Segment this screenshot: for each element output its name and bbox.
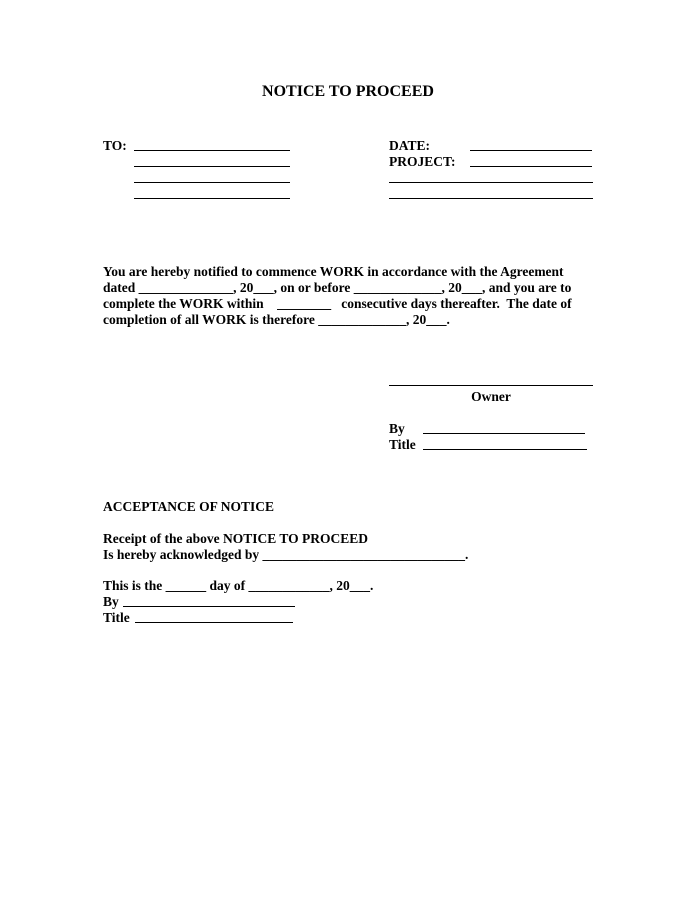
owner-title-line[interactable] — [423, 449, 587, 450]
acceptance-by-label: By — [103, 594, 119, 609]
acceptance-heading: ACCEPTANCE OF NOTICE — [103, 499, 275, 514]
acceptance-day-line: This is the ______ day of ____________, 20___. — [103, 578, 374, 593]
acceptance-receipt-line: Receipt of the above NOTICE TO PROCEED — [103, 531, 369, 546]
acceptance-title-line[interactable] — [135, 622, 293, 623]
project-line[interactable] — [470, 166, 592, 167]
project-label: PROJECT: — [389, 154, 456, 169]
to-line-4[interactable] — [134, 198, 290, 199]
project-line-3[interactable] — [389, 198, 593, 199]
to-line-3[interactable] — [134, 182, 290, 183]
acceptance-title-label: Title — [103, 610, 130, 625]
to-line-2[interactable] — [134, 166, 290, 167]
document-title: NOTICE TO PROCEED — [262, 83, 434, 100]
date-line[interactable] — [470, 150, 592, 151]
owner-label: Owner — [471, 389, 511, 404]
acceptance-by-line[interactable] — [123, 606, 295, 607]
owner-by-line[interactable] — [423, 433, 585, 434]
paragraph-line-4: completion of all WORK is therefore _____________, 20___. — [103, 312, 450, 327]
project-line-2[interactable] — [389, 182, 593, 183]
paragraph-line-2: dated ______________, 20___, on or before _____________, 20___, and you are to — [103, 280, 572, 295]
owner-by-label: By — [389, 421, 405, 436]
owner-signature-line[interactable] — [389, 385, 593, 386]
to-label: TO: — [103, 138, 127, 153]
date-label: DATE: — [389, 138, 431, 153]
paragraph-line-3: complete the WORK within ________ consecutive days thereafter. The date of — [103, 296, 572, 311]
acceptance-acknowledged-line: Is hereby acknowledged by ______________________________. — [103, 547, 469, 562]
paragraph-line-1: You are hereby notified to commence WORK in accordance with the Agreement — [103, 264, 564, 279]
to-line-1[interactable] — [134, 150, 290, 151]
owner-title-label: Title — [389, 437, 416, 452]
